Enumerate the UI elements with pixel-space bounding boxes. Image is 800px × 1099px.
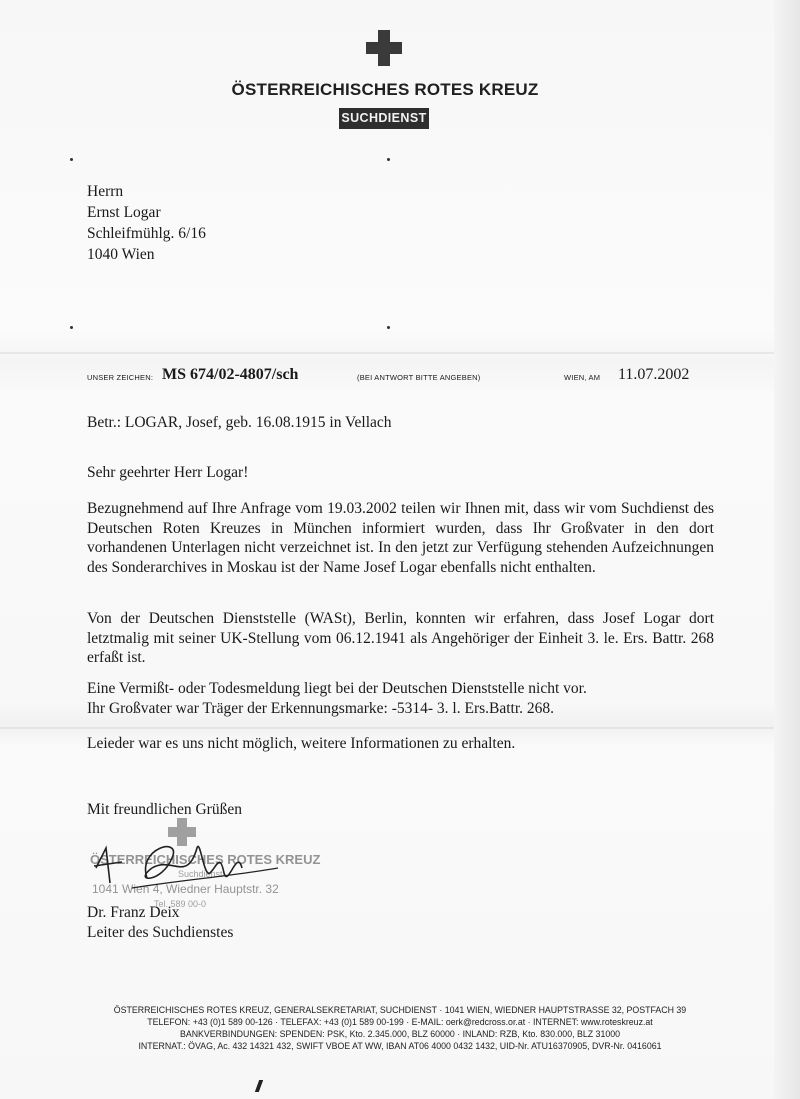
recipient-name: Ernst Logar <box>87 204 161 221</box>
stamp-department: Suchdienst <box>178 869 223 879</box>
body-paragraph: Von der Deutschen Dienststelle (WASt), Berlin, konnten wir erfahren, dass Josef Logar dort letztmalig mit seiner UK-Stellung vom 06.12.1941 als Angehöriger der Einheit 3. le. Ers. Battr. 268 erfaßt ist. <box>87 610 714 666</box>
body-paragraph: Bezugnehmend auf Ihre Anfrage vom 19.03.2002 teilen wir Ihnen mit, dass wir vom Suchdienst des Deutschen Roten Kreuzes in München informiert wurden, dass Ihr Großvater in den dort vorhandenen Unterlagen nicht verzeichnet ist. In den jetzt zur Verfügung stehenden Aufzeichnungen des Sonderarchives in Moskau ist der Name Josef Logar ebenfalls nicht enthalten. <box>87 500 714 576</box>
closing: Mit freundlichen Grüßen <box>87 801 242 818</box>
date-value: 11.07.2002 <box>618 366 690 383</box>
fold-mark <box>387 326 390 329</box>
fold-mark <box>70 326 73 329</box>
recipient-salutation: Herrn <box>87 183 124 200</box>
footer-line: INTERNAT.: ÖVAG, Ac. 432 14321 432, SWIFT VBOE AT WW, IBAN AT06 4000 0432 1432, UID-Nr. ATU16370905, DVR-Nr. 0416061 <box>138 1041 662 1051</box>
recipient-city: 1040 Wien <box>87 246 155 263</box>
salutation: Sehr geehrter Herr Logar! <box>87 464 249 481</box>
reference-row <box>87 366 717 388</box>
footer-line: TELEFON: +43 (0)1 589 00-126 · TELEFAX: +43 (0)1 589 00-199 · E-MAIL: oerk@redcross.or.at · INTERNET: www.roteskreuz.at <box>147 1017 653 1027</box>
paper-fold <box>0 352 790 354</box>
paper-edge <box>774 0 800 1099</box>
body-paragraph: Eine Vermißt- oder Todesmeldung liegt bei der Deutschen Dienststelle nicht vor. Ihr Großvater war Träger der Erkennungsmarke: -5314- 3. l. Ers.Battr. 268. <box>87 680 587 717</box>
paper-fold <box>0 727 790 729</box>
scan-mark <box>255 1080 263 1092</box>
reference-value: MS 674/02-4807/sch <box>162 366 299 383</box>
fold-mark <box>387 158 390 161</box>
organization-name: ÖSTERREICHISCHES ROTES KREUZ <box>231 80 539 99</box>
reference-label: UNSER ZEICHEN: <box>87 373 154 382</box>
fold-mark <box>70 158 73 161</box>
letter-footer <box>60 1004 740 1052</box>
footer-line: ÖSTERREICHISCHES ROTES KREUZ, GENERALSEKRETARIAT, SUCHDIENST · 1041 WIEN, WIEDNER HAUPTSTRASSE 32, POSTFACH 39 <box>113 1005 687 1015</box>
stamp-organization: ÖSTERREICHISCHES ROTES KREUZ <box>90 852 321 867</box>
red-cross-icon <box>366 30 402 66</box>
stamp-address: 1041 Wien 4, Wiedner Hauptstr. 32 <box>92 882 279 896</box>
signer-title: Leiter des Suchdienstes <box>87 924 234 941</box>
recipient-street: Schleifmühlg. 6/16 <box>87 225 206 242</box>
stamp-telephone: Tel. 589 00-0 <box>154 899 207 909</box>
reference-note: (BEI ANTWORT BITTE ANGEBEN) <box>357 373 481 382</box>
department-badge: SUCHDIENST <box>339 108 429 129</box>
body-paragraph: Leieder war es uns nicht möglich, weitere Informationen zu erhalten. <box>87 735 516 752</box>
signer-name: Dr. Franz Deix <box>87 904 180 921</box>
subject-line: Betr.: LOGAR, Josef, geb. 16.08.1915 in Vellach <box>87 414 392 431</box>
footer-line: BANKVERBINDUNGEN: SPENDEN: PSK, Kto. 2.345.000, BLZ 60000 · INLAND: RZB, Kto. 830.000, BLZ 31000 <box>179 1029 621 1039</box>
date-label: WIEN, AM <box>564 373 601 382</box>
recipient-address <box>87 181 206 265</box>
